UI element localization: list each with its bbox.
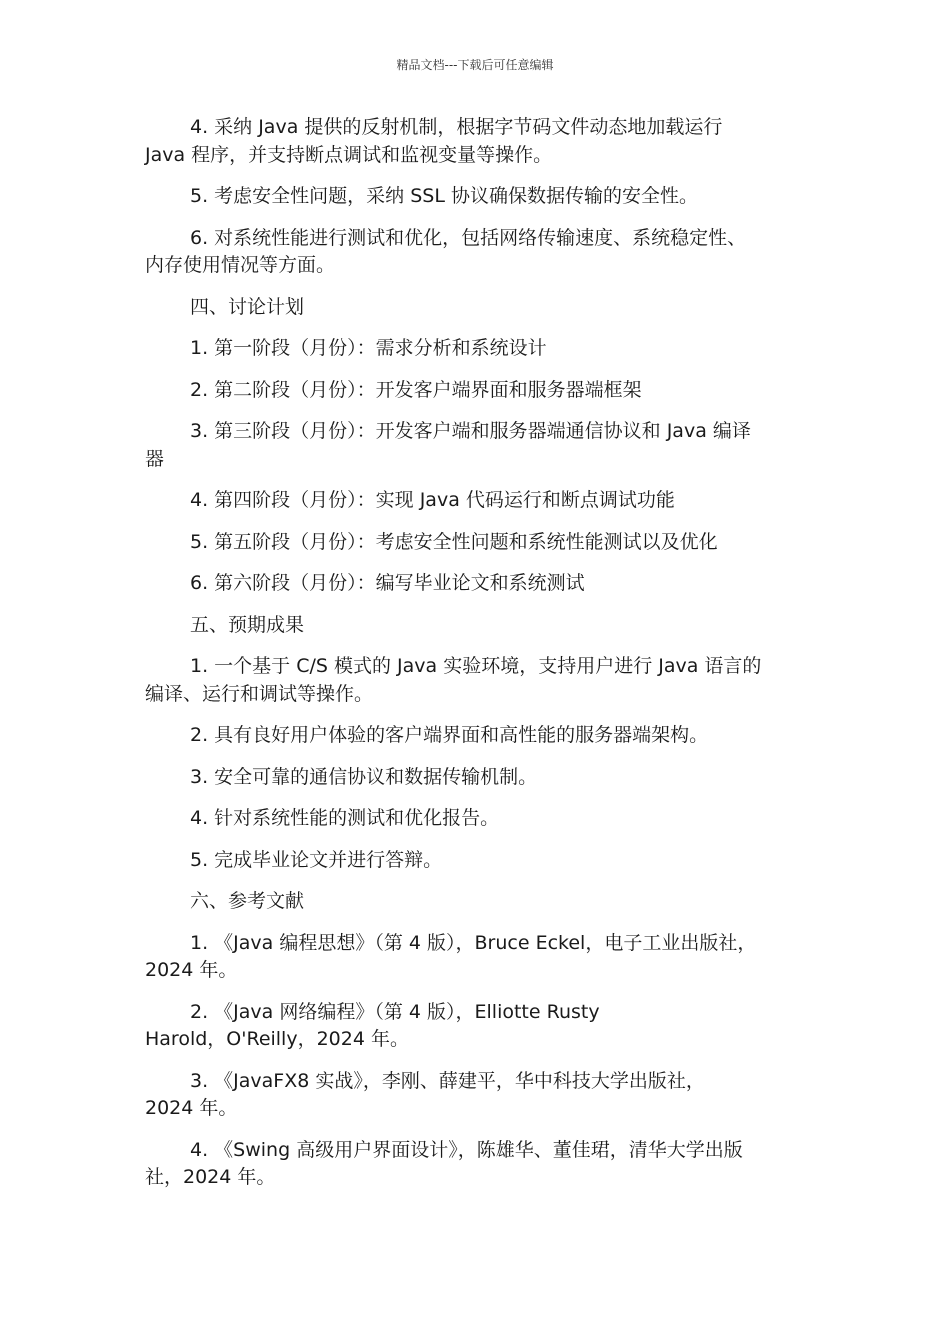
- paragraph: 3. 安全可靠的通信协议和数据传输机制。: [190, 765, 538, 788]
- paragraph: 3. 第三阶段（月份）：开发客户端和服务器端通信协议和 Java 编译 器: [145, 420, 751, 470]
- paragraph: 2. 具有良好用户体验的客户端界面和高性能的服务器端架构。: [190, 724, 709, 746]
- paragraph: 4. 第四阶段（月份）：实现 Java 代码运行和断点调试功能: [190, 489, 675, 511]
- page-header: 精品文档---下载后可任意编辑: [396, 58, 554, 72]
- paragraph: 5. 第五阶段（月份）：考虑安全性问题和系统性能测试以及优化: [190, 530, 718, 553]
- section-heading: 四、讨论计划: [190, 295, 305, 318]
- section-heading: 五、预期成果: [190, 613, 305, 636]
- paragraph: 5. 完成毕业论文并进行答辩。: [190, 848, 443, 871]
- paragraph: 1. 第一阶段（月份）：需求分析和系统设计: [190, 337, 547, 359]
- paragraph: 4. 采纳 Java 提供的反射机制，根据字节码文件动态地加载运行 Java 程序，并支持断点调试和监视变量等操作。: [145, 116, 723, 166]
- reference-item: 1. 《Java 编程思想》（第 4 版），Bruce Eckel，电子工业出版社， 2024 年。: [145, 931, 757, 981]
- reference-item: 3. 《JavaFX8 实战》，李刚、薛建平，华中科技大学出版社， 2024 年。: [145, 1069, 705, 1119]
- paragraph: 4. 针对系统性能的测试和优化报告。: [190, 807, 500, 829]
- document-body: [145, 114, 810, 1206]
- paragraph: 2. 第二阶段（月份）：开发客户端界面和服务器端框架: [190, 378, 642, 401]
- paragraph: 6. 第六阶段（月份）：编写毕业论文和系统测试: [190, 572, 585, 594]
- paragraph: 1. 一个基于 C/S 模式的 Java 实验环境，支持用户进行 Java 语言的 编译、运行和调试等操作。: [145, 655, 762, 705]
- section-heading: 六、参考文献: [190, 890, 305, 912]
- reference-item: 2. 《Java 网络编程》（第 4 版），Elliotte Rusty Harold，O'Reilly，2024 年。: [145, 1000, 600, 1050]
- reference-item: 4. 《Swing 高级用户界面设计》，陈雄华、董佳珺，清华大学出版 社，2024 年。: [145, 1138, 743, 1188]
- paragraph: 6. 对系统性能进行测试和优化，包括网络传输速度、系统稳定性、 内存使用情况等方面。: [145, 226, 747, 276]
- paragraph: 5. 考虑安全性问题，采纳 SSL 协议确保数据传输的安全性。: [190, 185, 698, 207]
